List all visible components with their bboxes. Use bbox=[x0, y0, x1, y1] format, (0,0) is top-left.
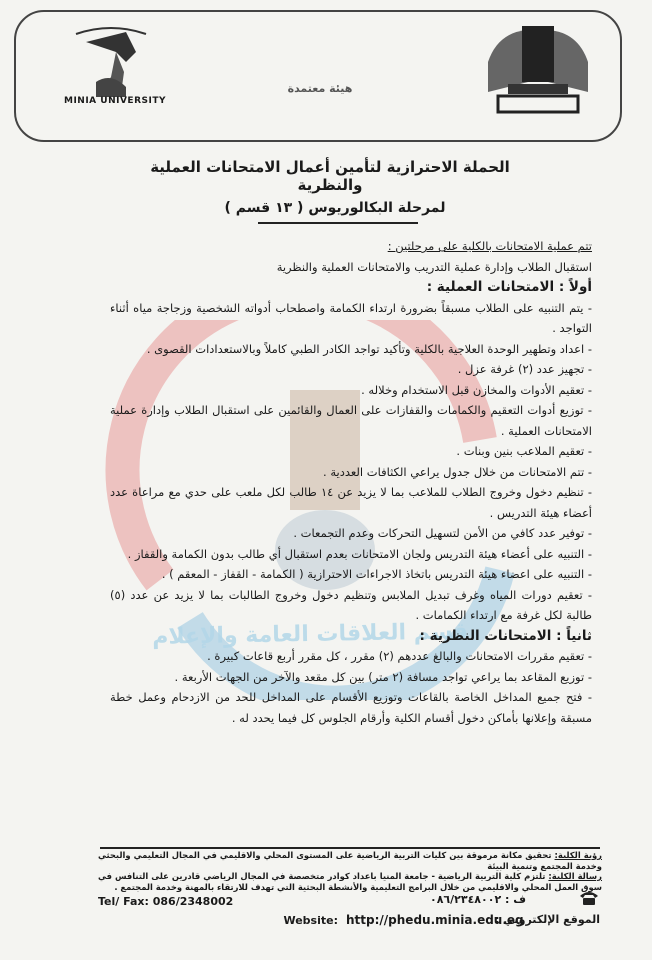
intro-line: تتم عملية الامتحانات بالكلية على مرحلتين : bbox=[387, 239, 592, 253]
list-item: - يتم التنبيه على الطلاب مسبقاً بضرورة ارتداء الكمامة واصطحاب أدواته الشخصية وزجاجة مياه أثناء التواجد . bbox=[110, 300, 592, 335]
intro-description: استقبال الطلاب وإدارة عملية التدريب والامتحانات العملية والنظرية bbox=[276, 259, 592, 274]
list-item: - تتم الامتحانات من خلال جدول يراعي الكثافات العددية . bbox=[323, 464, 592, 479]
list-item: - تجهيز عدد (٢) غرفة عزل . bbox=[457, 362, 592, 376]
mission-label: رسالة الكلية: bbox=[548, 871, 602, 881]
list-item: - تعقيم الملاعب بنين وبنات . bbox=[456, 444, 592, 458]
footer-vision-mission bbox=[98, 850, 602, 892]
list-item: - التنبيه على أعضاء هيئة التدريس ولجان الامتحانات بعدم استقبال أي طالب بدون الكمامة والقفاز . bbox=[127, 546, 592, 561]
website-label-arabic: الموقع الإلكتروني : bbox=[495, 913, 600, 926]
phone-icon bbox=[578, 890, 600, 906]
tel-fax: Tel/ Fax: 086/2348002 bbox=[98, 895, 234, 908]
watermark-text: قسم العلاقات العامة والإعلام bbox=[151, 619, 469, 650]
document-body bbox=[110, 236, 592, 728]
list-item: - توزيع أدوات التعقيم والكمامات والقفازات على العمال والقائمين على استقبال الطلاب وإدارة عملية الامتحانات العملية . bbox=[110, 403, 592, 438]
list-item: - تعقيم دورات المياه وغرف تبديل الملابس وتنظيم دخول وخروج الطالبات بما لا يزيد عن عدد (٥) طالبة لكل غرفة مع ارتداء الكمامات . bbox=[110, 587, 592, 622]
accredited-label: هيئة معتمدة bbox=[287, 82, 353, 95]
mission-text: تلتزم كلية التربية الرياضية - جامعة المنيا باعداد كوادر متخصصة في المجال الرياضي قادرين على التنافس في سوق العمل المحلي والاقليمي من خلال البرامج التعليمية والأنشطة البحثية التي تهدف للارتقاء بالمهنة وخدمة المجتمع . bbox=[98, 871, 602, 892]
list-item: - تنظيم دخول وخروج الطلاب للملاعب بما لا يزيد عن ١٤ طالب لكل ملعب على حدي مع مراعاة عدد أعضاء هيئة التدريس . bbox=[110, 485, 592, 520]
list-item: - توفير عدد كافي من الأمن لتسهيل التحركات وعدم التجمعات . bbox=[293, 526, 592, 540]
website-label: Website: bbox=[283, 914, 338, 927]
fax-arabic: ف : ٠٨٦/٢٣٤٨٠٠٢ bbox=[430, 893, 526, 906]
list-item: - التنبيه على اعضاء هيئة التدريس باتخاذ الاجراءات الاحترازية ( الكمامة - القفاز - المعقم ) . bbox=[161, 567, 592, 581]
faculty-logo-icon bbox=[478, 22, 598, 118]
subtitle-underline bbox=[258, 222, 418, 224]
list-item: - تعقيم مقررات الامتحانات والبالغ عددهم (٢) مقرر ، كل مقرر أربع قاعات كبيرة . bbox=[207, 649, 592, 663]
list-item: - توزيع المقاعد بما يراعي تواجد مسافة (٢ متر) بين كل مقعد والآخر من الجهات الأربعة . bbox=[174, 669, 592, 684]
list-item: - فتح جميع المداخل الخاصة بالقاعات وتوزيع الأقسام على المداخل للحد من الازدحام وعمل خطة مسبقة وإعلانها بأماكن دخول أقسام الكلية وأرقام الجلوس كل فيما يحدد له . bbox=[110, 690, 592, 725]
website-link[interactable]: http://phedu.minia.edu.eg bbox=[346, 913, 524, 927]
list-item: - تعقيم الأدوات والمخازن قبل الاستخدام وخلاله . bbox=[361, 382, 592, 397]
vision-label: رؤية الكلية: bbox=[554, 850, 602, 860]
document-title: الحملة الاحترازية لتأمين أعمال الامتحانات العملية والنظرية bbox=[150, 158, 510, 194]
document-subtitle: لمرحلة البكالوريوس ( ١٣ قسم ) bbox=[224, 200, 446, 216]
section-heading-theoretical: ثانياً : الامتحانات النظرية : bbox=[419, 627, 592, 644]
section-heading-practical: أولاً : الامتحانات العملية : bbox=[426, 279, 592, 295]
list-item: - اعداد وتطهير الوحدة العلاجية بالكلية وتأكيد تواجد الكادر الطبي كاملاً وبالاستعدادات القصوى . bbox=[146, 341, 592, 356]
footer-divider bbox=[100, 847, 600, 849]
vision-text: تحقيق مكانة مرموقة بين كليات التربية الرياضية على المستوى المحلي والاقليمي في المجال التعليمي والبحثي وخدمة المجتمع وتنمية البيئة bbox=[98, 850, 602, 871]
university-name: MINIA UNIVERSITY bbox=[63, 96, 166, 106]
